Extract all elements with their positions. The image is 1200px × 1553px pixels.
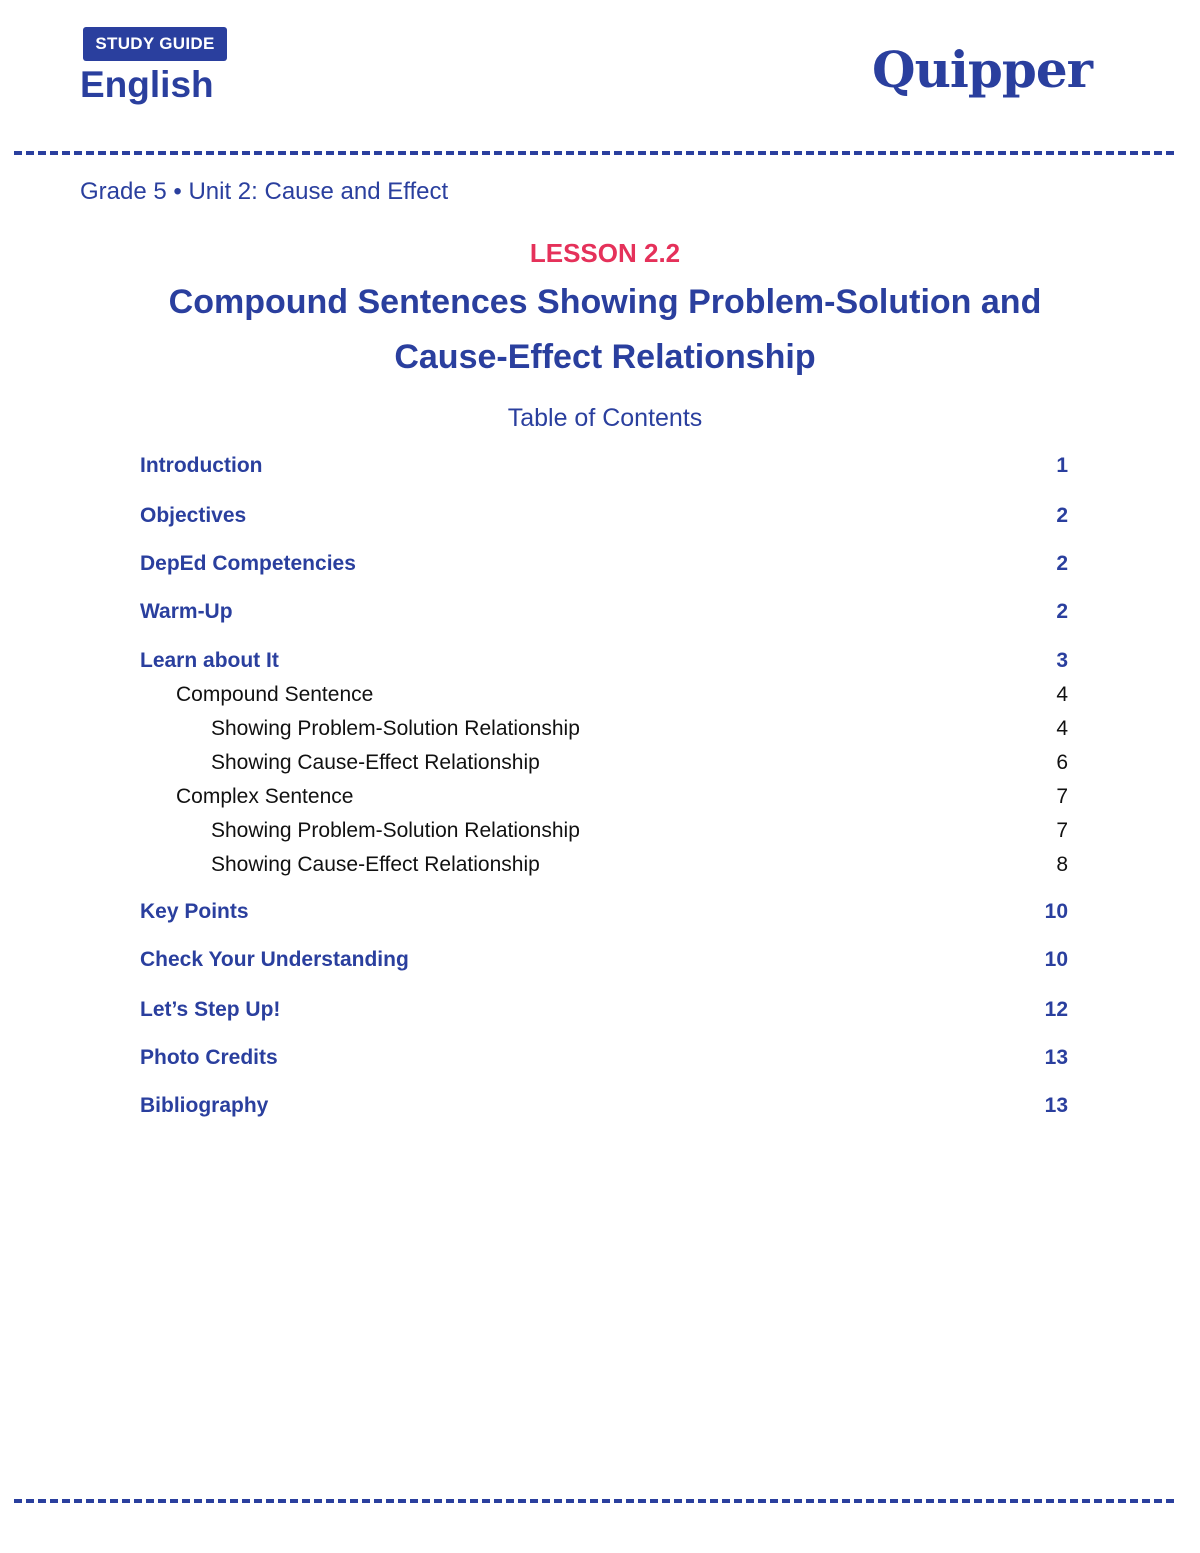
toc-item-label: Photo Credits [140,1046,278,1069]
toc-item-label: Compound Sentence [176,683,374,706]
lesson-title [0,275,1200,385]
toc-item-label: Showing Problem-Solution Relationship [211,819,580,842]
toc-item-page: 10 [1044,900,1068,923]
toc-item[interactable] [140,451,1068,481]
toc-item[interactable] [140,1091,1068,1121]
toc-item-page: 6 [1056,751,1068,774]
toc-item-page: 4 [1056,683,1068,706]
toc-subitem[interactable] [140,816,1068,846]
toc-item-page: 7 [1056,819,1068,842]
lesson-number: LESSON 2.2 [529,238,681,268]
quipper-logo: Quipper [872,40,1092,99]
toc-item[interactable] [140,995,1068,1025]
toc-item-label: Objectives [140,504,247,527]
toc-item-page: 1 [1056,454,1068,477]
toc-item[interactable] [140,597,1068,627]
toc-item[interactable] [140,549,1068,579]
toc-item[interactable] [140,501,1068,531]
study-guide-badge: STUDY GUIDE [83,27,227,61]
subject-title: English [80,64,214,105]
toc-item-page: 8 [1056,853,1068,876]
unit-breadcrumb: Grade 5 • Unit 2: Cause and Effect [80,178,449,205]
toc-item-page: 13 [1044,1046,1068,1069]
toc-item-page: 13 [1044,1094,1068,1117]
toc-item-page: 2 [1056,600,1068,623]
lesson-title-line-1: Compound Sentences Showing Problem-Solution and [168,283,1042,321]
toc-item-label: Showing Problem-Solution Relationship [211,717,580,740]
toc-item-label: Key Points [140,900,249,923]
toc-subitem[interactable] [140,850,1068,880]
toc-item[interactable] [140,897,1068,927]
toc-item-label: Complex Sentence [176,785,354,808]
toc-subitem[interactable] [140,748,1068,778]
toc-item-label: Warm-Up [140,600,233,623]
toc-item-label: Introduction [140,454,263,477]
top-dashed-divider [14,151,1174,155]
toc-subitem[interactable] [140,714,1068,744]
toc-item-label: Showing Cause-Effect Relationship [211,853,540,876]
toc-item[interactable] [140,1043,1068,1073]
toc-heading: Table of Contents [507,404,703,432]
lesson-title-line-2: Cause-Effect Relationship [394,338,816,376]
toc-item-page: 12 [1044,998,1068,1021]
toc-item-page: 7 [1056,785,1068,808]
toc-item-label: Check Your Understanding [140,948,409,971]
bottom-dashed-divider [14,1499,1174,1503]
toc-item-page: 2 [1056,552,1068,575]
toc-item-label: Let’s Step Up! [140,998,281,1021]
toc-item-label: Bibliography [140,1094,269,1117]
toc-item-label: Showing Cause-Effect Relationship [211,751,540,774]
toc-item-label: DepEd Competencies [140,552,356,575]
toc-item-page: 4 [1056,717,1068,740]
toc-subitem[interactable] [140,680,1068,710]
toc-item-page: 2 [1056,504,1068,527]
toc-subitem[interactable] [140,782,1068,812]
toc-item[interactable] [140,646,1068,676]
toc-item-label: Learn about It [140,649,279,672]
toc-item-page: 10 [1044,948,1068,971]
toc-item[interactable] [140,945,1068,975]
toc-item-page: 3 [1056,649,1068,672]
